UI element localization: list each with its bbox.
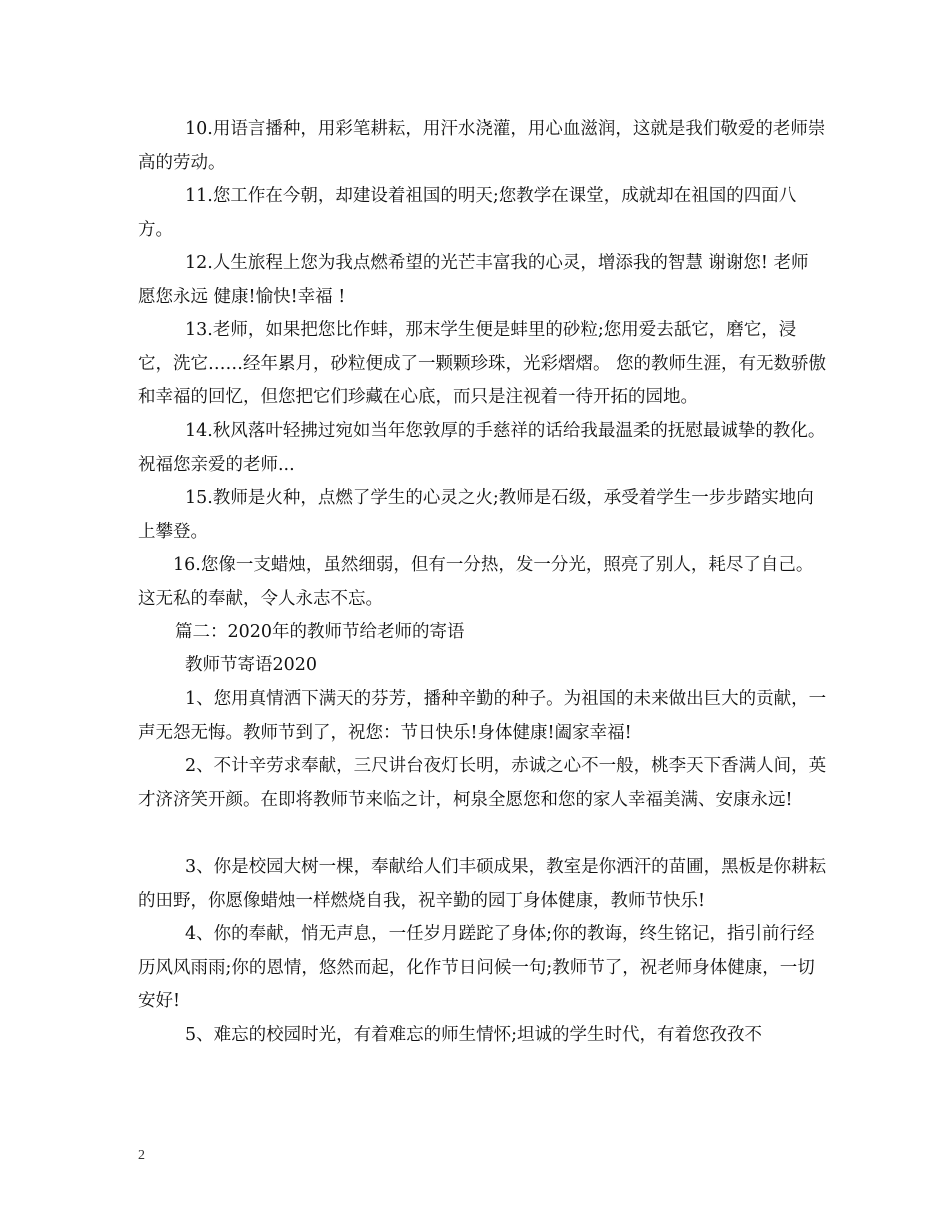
list-item-2: 2、不计辛劳求奉献，三尺讲台夜灯长明，赤诚之心不一般，桃李天下香满人间，英才济济笑开颜。在即将教师节来临之计，柯泉全愿您和您的家人幸福美满、安康永远!	[138, 756, 827, 810]
list-item-5: 5、难忘的校园时光，有着难忘的师生情怀;坦诚的学生时代，有着您孜孜不	[185, 1025, 763, 1045]
paragraph-12: 12.人生旅程上您为我点燃希望的光芒丰富我的心灵，增添我的智慧 谢谢您! 老师 愿您永远 健康!愉快!幸福 !	[138, 253, 809, 307]
section-heading: 篇二：2020年的教师节给老师的寄语	[175, 622, 465, 642]
paragraph-11: 11.您工作在今朝，却建设着祖国的明天;您教学在课堂，成就却在祖国的四面八方。	[138, 186, 797, 240]
page-number: 2	[138, 1148, 145, 1163]
paragraph-15: 15.教师是火种，点燃了学生的心灵之火;教师是石级，承受着学生一步步踏实地向上攀登。	[138, 488, 814, 542]
list-item-4: 4、你的奉献，悄无声息，一任岁月蹉跎了身体;你的教诲，终生铭记，指引前行经历风风雨雨;你的恩情，悠然而起，化作节日问候一句;教师节了，祝老师身体健康，一切安好!	[138, 924, 815, 1011]
sub-heading: 教师节寄语2020	[185, 655, 318, 675]
paragraph-14: 14.秋风落叶轻拂过宛如当年您敦厚的手慈祥的话给我最温柔的抚慰最诚挚的教化。祝福您亲爱的老师...	[138, 421, 826, 475]
paragraph-10: 10.用语言播种，用彩笔耕耘，用汗水浇灌，用心血滋润，这就是我们敬爱的老师崇高的劳动。	[138, 119, 826, 173]
list-item-3: 3、你是校园大树一棵，奉献给人们丰硕成果，教室是你洒汗的苗圃，黑板是你耕耘的田野，你愿像蜡烛一样燃烧自我，祝辛勤的园丁身体健康，教师节快乐!	[138, 857, 827, 911]
list-item-1: 1、您用真情洒下满天的芬芳，播种辛勤的种子。为祖国的未来做出巨大的贡献，一声无怨无悔。教师节到了，祝您：节日快乐!身体健康!阖家幸福!	[138, 689, 827, 743]
paragraph-13: 13.老师，如果把您比作蚌，那末学生便是蚌里的砂粒;您用爱去舐它，磨它，浸它，洗它……经年累月，砂粒便成了一颗颗珍珠，光彩熠熠。 您的教师生涯，有无数骄傲和幸福的回忆，但您把它们珍藏在心底，而只是注视着一待开拓的园地。	[138, 320, 827, 407]
paragraph-16: 16.您像一支蜡烛，虽然细弱，但有一分热，发一分光，照亮了别人，耗尽了自己。这无私的奉献，令人永志不忘。	[138, 555, 814, 609]
